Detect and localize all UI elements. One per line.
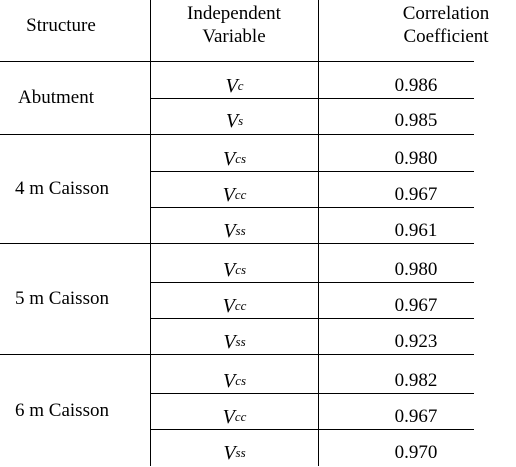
variable-cell: V cc (222, 405, 247, 428)
header-correlation-coefficient (376, 0, 516, 50)
coefficient-cell (319, 367, 513, 395)
coefficient-value: 0.980 (394, 259, 438, 280)
structure-label: Abutment (18, 87, 94, 108)
coefficient-value: 0.967 (394, 295, 438, 316)
coefficient-value: 0.961 (394, 220, 438, 241)
coefficient-cell (319, 181, 513, 209)
header-line: Coefficient (403, 26, 489, 47)
structure-cell (0, 135, 132, 243)
coefficient-cell (319, 292, 513, 320)
coefficient-value: 0.967 (394, 184, 438, 205)
variable-symbol: V (222, 294, 235, 317)
coefficient-cell (319, 439, 513, 467)
variable-symbol: V (223, 330, 236, 353)
coefficient-value: 0.986 (394, 75, 438, 96)
variable-cell: V cc (222, 183, 247, 206)
variable-symbol: V (222, 369, 236, 392)
variable-cell: V ss (223, 219, 246, 242)
structure-cell (0, 244, 132, 354)
coefficient-cell (319, 107, 513, 135)
variable-symbol: V (222, 405, 235, 428)
variable-cell: V ss (223, 441, 246, 464)
coefficient-cell (319, 328, 513, 356)
variable-symbol: V (222, 147, 236, 170)
coefficient-cell (319, 72, 513, 100)
header-independent-variable (150, 0, 318, 50)
coefficient-value: 0.923 (394, 331, 438, 352)
variable-cell: V cs (222, 369, 247, 392)
coefficient-cell (319, 256, 513, 284)
coefficient-value: 0.982 (394, 370, 438, 391)
variable-symbol: V (223, 219, 236, 242)
coefficient-value: 0.970 (394, 442, 438, 463)
variable-cell: V cs (222, 258, 247, 281)
header-structure-label: Structure (26, 14, 96, 36)
coefficient-cell (319, 403, 513, 431)
structure-label: 5 m Caisson (15, 288, 109, 309)
variable-symbol: V (225, 109, 239, 132)
structure-cell (0, 62, 112, 134)
coefficient-cell (319, 145, 513, 173)
coefficient-value: 0.985 (394, 110, 438, 131)
structure-label: 4 m Caisson (15, 178, 109, 199)
variable-cell: V ss (223, 330, 246, 353)
header-line: Variable (202, 26, 266, 47)
coefficient-value: 0.967 (394, 406, 438, 427)
variable-symbol: V (222, 258, 236, 281)
structure-cell (0, 355, 132, 466)
variable-symbol: V (222, 183, 235, 206)
variable-cell: V cc (222, 294, 247, 317)
variable-cell: V c (225, 74, 244, 97)
header-line: Independent (187, 3, 281, 24)
coefficient-cell (319, 217, 513, 245)
variable-symbol: V (225, 74, 238, 97)
coefficient-value: 0.980 (394, 148, 438, 169)
variable-cell: V cs (222, 147, 247, 170)
header-line: Correlation (402, 3, 490, 24)
variable-symbol: V (223, 441, 236, 464)
variable-cell: V s (225, 109, 244, 132)
header-structure (0, 0, 122, 50)
structure-label: 6 m Caisson (15, 399, 109, 421)
